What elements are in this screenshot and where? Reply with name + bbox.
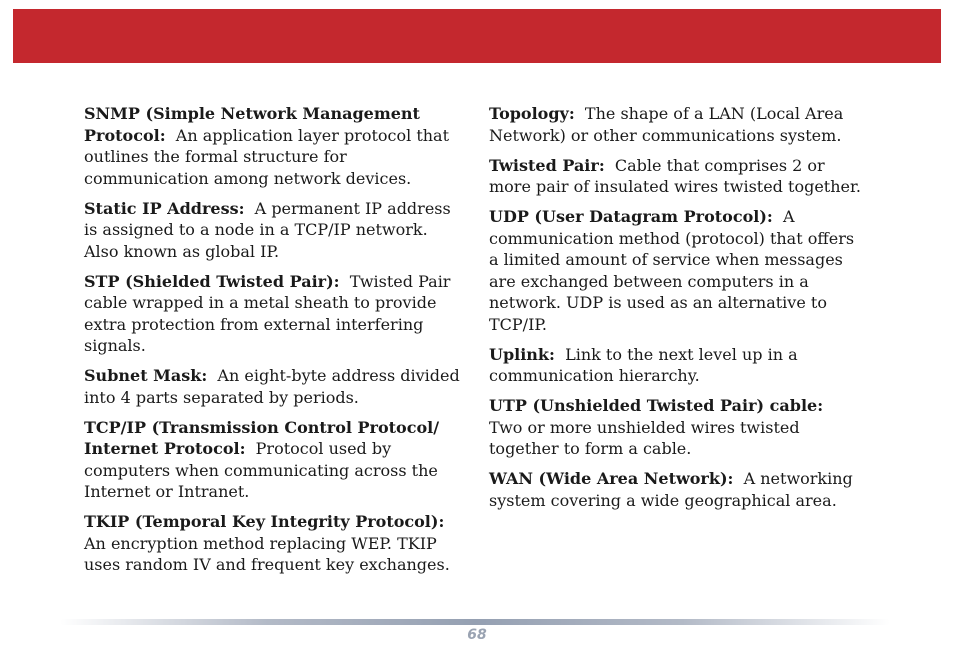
glossary-definition: Protocol used by computers when communicating across the Internet or Intranet.	[84, 439, 438, 501]
page-number: 68	[467, 627, 487, 643]
glossary-entry-udp	[489, 206, 867, 335]
glossary-term: TCP/IP (Transmission Control Protocol/ Internet Protocol:	[84, 417, 440, 458]
glossary-term: Twisted Pair:	[489, 155, 605, 175]
glossary-entry-uplink	[489, 344, 867, 387]
glossary-term: UTP (Unshielded Twisted Pair) cable:	[489, 396, 824, 415]
glossary-term: UDP (User Datagram Protocol):	[489, 207, 773, 226]
glossary-term: Uplink:	[489, 344, 555, 364]
header-bar	[13, 9, 941, 63]
glossary-definition: Twisted Pair cable wrapped in a metal sheath to provide extra protection from external interfering signals.	[84, 271, 451, 355]
glossary-definition: A communication method (protocol) that offers a limited amount of service when messages are exchanged between computers in a network. UDP is used as an alternative to TCP/IP.	[489, 207, 855, 334]
glossary-definition: The shape of a LAN (Local Area Network) or other communications system.	[489, 104, 844, 145]
glossary-definition: A networking system covering a wide geographical area.	[489, 469, 853, 510]
footer-divider	[60, 619, 890, 625]
glossary-term: STP (Shielded Twisted Pair):	[84, 271, 340, 291]
glossary-term: Static IP Address:	[84, 198, 245, 218]
glossary-term: TKIP (Temporal Key Integrity Protocol):	[84, 512, 445, 531]
glossary-definition: Link to the next level up in a communication hierarchy.	[489, 344, 798, 385]
glossary-entry-subnet-mask	[84, 365, 466, 408]
glossary-entry-stp	[84, 271, 466, 357]
glossary-term: SNMP (Simple Network Management Protocol:	[84, 104, 420, 145]
glossary-entry-tcp-ip	[84, 417, 466, 503]
glossary-term: WAN (Wide Area Network):	[489, 469, 734, 488]
glossary-definition: An application layer protocol that outlines the formal structure for communication among network devices.	[84, 125, 450, 188]
glossary-entry-twisted-pair	[489, 155, 867, 198]
glossary-definition: Two or more unshielded wires twisted together to form a cable.	[489, 417, 800, 458]
glossary-definition: Cable that comprises 2 or more pair of insulated wires twisted together.	[489, 155, 861, 196]
glossary-definition: An encryption method replacing WEP. TKIP uses random IV and frequent key exchanges.	[84, 533, 450, 574]
glossary-definition: A permanent IP address is assigned to a node in a TCP/IP network. Also known as global IP.	[84, 198, 451, 261]
glossary-column-right	[489, 103, 867, 520]
glossary-column-left	[84, 103, 466, 584]
glossary-term: Topology:	[489, 104, 575, 123]
glossary-entry-static-ip	[84, 198, 466, 263]
glossary-definition: An eight-byte address divided into 4 parts separated by periods.	[84, 366, 460, 407]
glossary-entry-utp	[489, 395, 867, 460]
glossary-term: Subnet Mask:	[84, 366, 208, 385]
glossary-entry-topology	[489, 103, 867, 146]
glossary-entry-wan	[489, 468, 867, 511]
glossary-entry-tkip	[84, 511, 466, 576]
glossary-entry-snmp	[84, 103, 466, 189]
